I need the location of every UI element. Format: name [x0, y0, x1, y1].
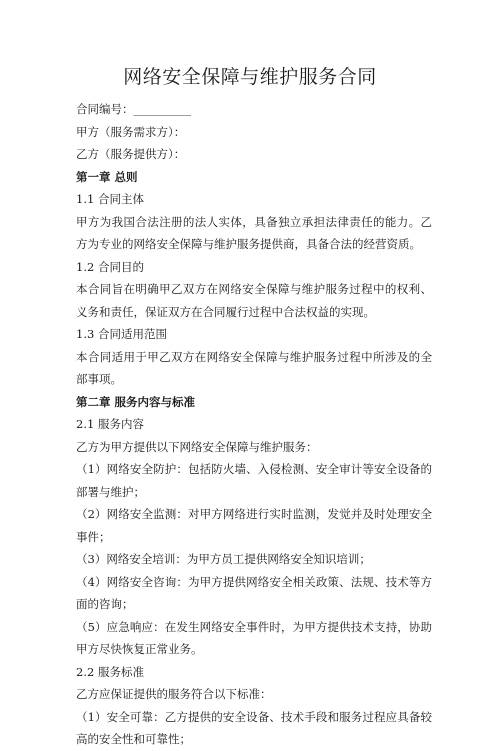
standard-item-1: （1）安全可靠：乙方提供的安全设备、技术手段和服务过程应具备较高的安全性和可靠性； — [76, 709, 432, 746]
section-1-1-text: 甲方为我国合法注册的法人实体，具备独立承担法律责任的能力。乙方为专业的网络安全保障与维护服务提供商，具备合法的经营资质。 — [76, 214, 432, 251]
section-1-2-text: 本合同旨在明确甲乙双方在网络安全保障与维护服务过程中的权利、义务和责任，保证双方在合同履行过程中合法权益的实现。 — [76, 282, 432, 319]
section-2-2-intro: 乙方应保证提供的服务符合以下标准： — [76, 687, 272, 701]
service-item-5: （5）应急响应：在发生网络安全事件时，为甲方提供技术支持，协助甲方尽快恢复正常业务。 — [76, 619, 432, 656]
chapter-1-heading: 第一章 总则 — [76, 169, 138, 184]
service-item-1: （1）网络安全防护：包括防火墙、入侵检测、安全审计等安全设备的部署与维护； — [76, 462, 432, 499]
section-1-2-heading: 1.2 合同目的 — [76, 259, 144, 274]
section-2-1-intro: 乙方为甲方提供以下网络安全保障与维护服务： — [76, 439, 318, 454]
party-a-line: 甲方（服务需求方）： — [76, 124, 186, 139]
party-b-line: 乙方（服务提供方）： — [76, 147, 186, 161]
document-body — [76, 98, 432, 751]
section-2-1-heading: 2.1 服务内容 — [76, 417, 144, 431]
service-item-3: （3）网络安全培训：为甲方员工提供网络安全知识培训； — [76, 552, 371, 566]
section-1-3-text: 本合同适用于甲乙双方在网络安全保障与维护服务过程中所涉及的全部事项。 — [76, 349, 432, 386]
contract-number: 合同编号：__________ — [76, 102, 191, 116]
section-2-2-heading: 2.2 服务标准 — [76, 664, 144, 679]
document-title: 网络安全保障与维护服务合同 — [123, 66, 377, 88]
section-1-1-heading: 1.1 合同主体 — [76, 192, 144, 206]
chapter-2-heading: 第二章 服务内容与标准 — [76, 394, 196, 409]
service-item-4: （4）网络安全咨询：为甲方提供网络安全相关政策、法规、技术等方面的咨询； — [76, 574, 432, 611]
service-item-2: （2）网络安全监测：对甲方网络进行实时监测，发觉并及时处理安全事件； — [76, 507, 432, 544]
section-1-3-heading: 1.3 合同适用范围 — [76, 327, 167, 341]
